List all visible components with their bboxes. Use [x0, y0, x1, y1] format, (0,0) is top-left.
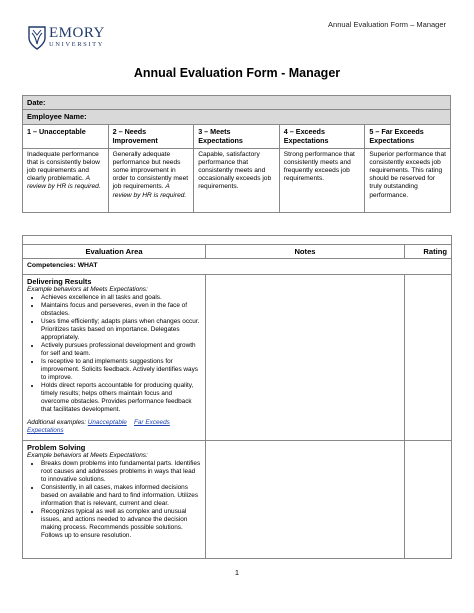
column-header-rating: Rating — [405, 245, 452, 259]
additional-examples-label: Additional examples: — [27, 419, 86, 427]
date-label: Date: — [27, 98, 46, 107]
level-3-label: 3 – Meets Expectations — [194, 124, 280, 148]
rating-field-delivering-results[interactable] — [405, 274, 452, 440]
link-unacceptable[interactable]: Unacceptable — [87, 419, 127, 427]
competency-intro: Example behaviors at Meets Expectations: — [27, 452, 148, 460]
list-item: • Achieves excellence in all tasks and goals. — [41, 294, 201, 302]
rating-scale-table — [22, 95, 451, 213]
page-number: 1 — [234, 568, 240, 577]
level-1-description: Inadequate performance that is consistently below job requirements and clearly problematic. A review by HR is required. — [23, 148, 109, 212]
level-3-description: Capable, satisfactory performance that consistently meets and occasionally exceeds job requirements. — [194, 148, 280, 212]
emory-logo — [28, 26, 105, 50]
running-header: Annual Evaluation Form – Manager — [328, 20, 446, 29]
level-4-description: Strong performance that consistently meets and frequently exceeds job requirements. — [279, 148, 365, 212]
behavior-list — [27, 294, 201, 414]
level-2-description: Generally adequate performance but needs some improvement in order to consistently meet job requirements. A review by HR is required. — [108, 148, 194, 212]
list-item: • Consistently, in all cases, makes informed decisions based on available and hard to find information. Utilizes information that is relevant, current and clear. — [41, 484, 201, 508]
spacer-row — [23, 236, 452, 245]
competency-problem-solving — [23, 440, 206, 558]
list-item: • Is receptive to and implements suggestions for improvement. Solicits feedback. Actively identifies ways to improve. — [41, 358, 201, 382]
employee-name-label: Employee Name: — [27, 112, 87, 122]
list-item: • Maintains focus and perseveres, even in the face of obstacles. — [41, 302, 201, 318]
level-5-description: Superior performance that consistently exceeds job requirements. This rating should be reserved for truly outstanding performance. — [365, 148, 451, 212]
logo-name: EMORY — [49, 25, 105, 41]
competency-title: Delivering Results — [27, 276, 92, 286]
link-far-exceeds-expectations[interactable]: Far Exceeds Expectations — [27, 419, 170, 435]
list-item: • Holds direct reports accountable for producing quality, timely results; helps others maintain focus and overcome obstacles. Provides performance feedback that facilitates development. — [41, 382, 201, 414]
evaluation-table — [22, 235, 452, 559]
logo-subtitle: UNIVERSITY — [49, 41, 104, 48]
list-item: • Recognizes typical as well as complex and unusual issues, and actions needed to advance the decision making process. Recommends possible solutions. Follows up to ensure resolution. — [41, 508, 201, 540]
page-title: Annual Evaluation Form - Manager — [133, 66, 341, 80]
date-field[interactable] — [23, 96, 451, 110]
notes-field-delivering-results[interactable] — [206, 274, 405, 440]
level-2-label: 2 – Needs Improvement — [108, 124, 194, 148]
notes-field-problem-solving[interactable] — [206, 440, 405, 558]
behavior-list — [27, 460, 201, 540]
list-item: • Breaks down problems into fundamental parts. Identifies root causes and addresses problems in ways that lead to innovative solutions. — [41, 460, 201, 484]
competency-delivering-results — [23, 274, 206, 440]
list-item: • Uses time efficiently; adapts plans when changes occur. Prioritizes tasks based on importance. Delegates appropriately. — [41, 318, 201, 342]
employee-name-field[interactable] — [23, 110, 451, 124]
competency-intro: Example behaviors at Meets Expectations: — [27, 286, 148, 294]
section-header: Competencies: WHAT — [23, 259, 452, 274]
column-header-evaluation-area: Evaluation Area — [23, 245, 206, 259]
list-item: • Actively pursues professional development and growth for self and team. — [41, 342, 201, 358]
level-1-label: 1 – Unacceptable — [23, 124, 109, 148]
shield-icon — [28, 26, 46, 50]
level-4-label: 4 – Exceeds Expectations — [279, 124, 365, 148]
rating-field-problem-solving[interactable] — [405, 440, 452, 558]
level-5-label: 5 – Far Exceeds Expectations — [365, 124, 451, 148]
column-header-notes: Notes — [206, 245, 405, 259]
competency-title: Problem Solving — [27, 442, 86, 452]
